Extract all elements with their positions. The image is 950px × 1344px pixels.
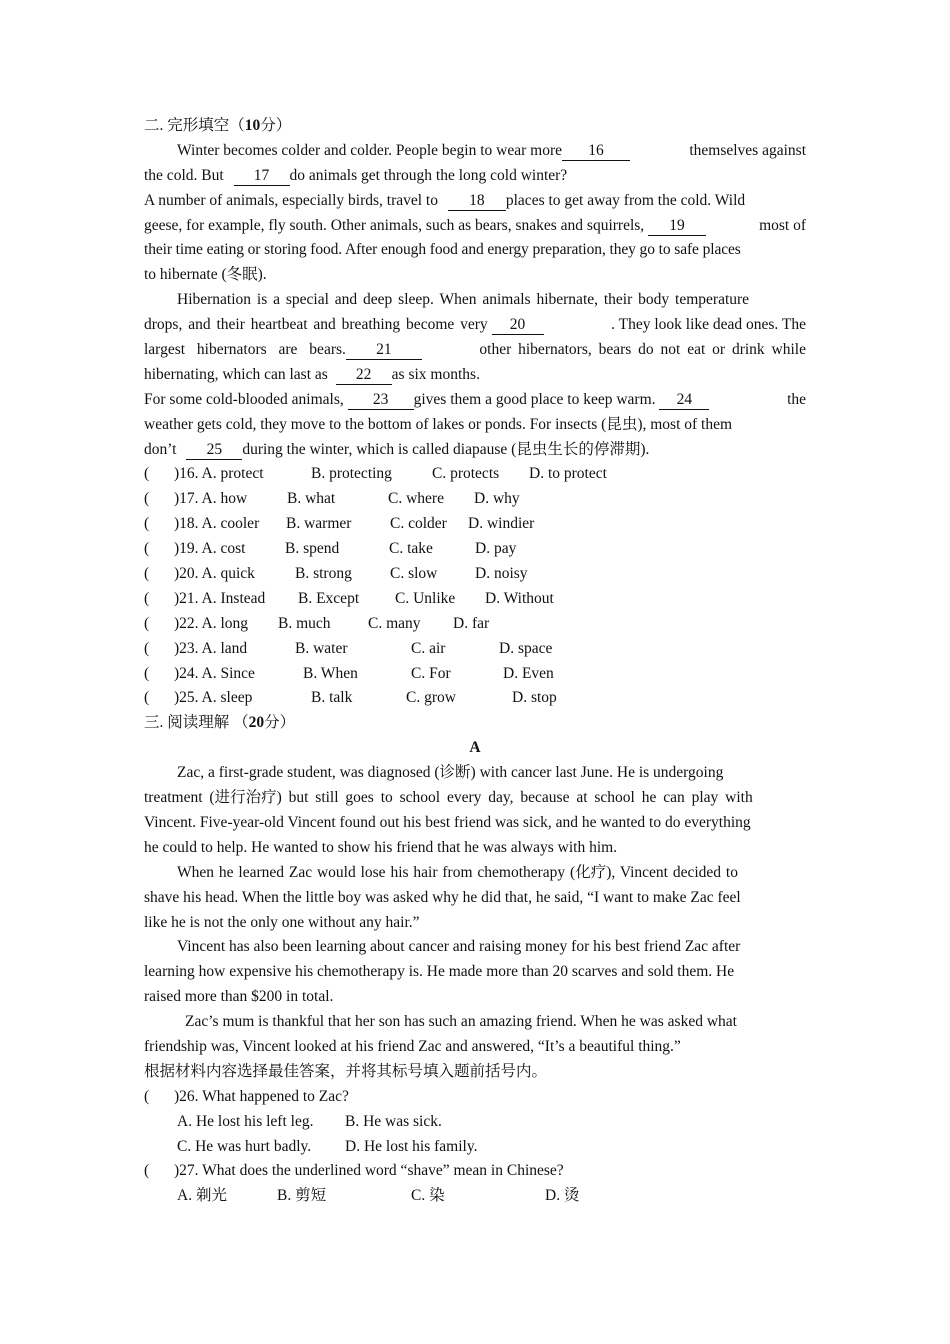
blank-22[interactable]: 22 — [336, 366, 392, 385]
option-a: )22. A. long — [174, 614, 249, 632]
cloze-line — [144, 338, 806, 363]
option-b: B. talk — [311, 689, 353, 707]
option-d: D. windier — [468, 515, 535, 533]
option-a: )19. A. cost — [174, 540, 246, 558]
section-score: 20 — [248, 714, 265, 732]
section-number: 二. — [144, 117, 164, 134]
option-a: A. 剃光 — [177, 1187, 227, 1205]
section-score: 10 — [244, 117, 261, 134]
reading-heading — [144, 711, 806, 736]
option-d: D. space — [499, 639, 553, 657]
cloze-line — [144, 139, 806, 164]
cloze-question-row — [144, 587, 806, 612]
cloze-line — [144, 288, 806, 313]
option-c: C. air — [411, 639, 446, 657]
text-run: For some cold-blooded animals, — [144, 390, 344, 408]
answer-paren[interactable]: ( — [144, 515, 150, 533]
text-run: geese, for example, fly south. Other animals, such as bears, snakes and squirrels, — [144, 216, 645, 234]
option-b: B. much — [278, 614, 331, 632]
question-26-options — [144, 1110, 806, 1135]
blank-19[interactable]: 19 — [648, 217, 706, 236]
cloze-question-row — [144, 662, 806, 687]
reading-line: treatment (进行治疗) but still goes to school every day, because at school he can play with — [144, 789, 753, 807]
option-d: D. why — [474, 490, 520, 508]
option-c: C. colder — [390, 515, 447, 533]
option-d: D. Even — [503, 664, 554, 682]
answer-paren[interactable]: ( — [144, 1087, 150, 1105]
option-c: C. many — [368, 614, 421, 632]
cloze-line: their time eating or storing food. After enough food and energy preparation, they go to safe places — [144, 241, 741, 259]
text-run: drops, and their heartbeat and breathing become very — [144, 316, 488, 334]
blank-24[interactable]: 24 — [659, 391, 709, 410]
blank-25[interactable]: 25 — [186, 441, 242, 460]
cloze-line — [144, 313, 806, 338]
option-b: B. He was sick. — [345, 1112, 442, 1130]
option-d: D. to protect — [529, 465, 607, 483]
passage-label: A — [469, 739, 481, 757]
text-run: gives them a good place to keep warm. — [413, 390, 656, 408]
answer-paren[interactable]: ( — [144, 565, 150, 583]
cloze-question-row — [144, 562, 806, 587]
text-run: the — [787, 390, 806, 408]
question-26 — [144, 1085, 806, 1110]
blank-20[interactable]: 20 — [492, 316, 544, 335]
option-a: )25. A. sleep — [174, 689, 253, 707]
text-run: as six months. — [391, 365, 480, 383]
section-title: 阅读理解 （ — [167, 714, 249, 732]
option-a: )21. A. Instead — [174, 589, 266, 607]
reading-instruction: 根据材料内容选择最佳答案，并将其标号填入题前括号内。 — [144, 1062, 548, 1080]
option-d: D. far — [453, 614, 490, 632]
cloze-line — [144, 164, 806, 189]
option-d: D. 烫 — [545, 1187, 580, 1205]
cloze-question-list — [144, 462, 806, 711]
answer-paren[interactable]: ( — [144, 589, 150, 607]
option-a: A. He lost his left leg. — [177, 1112, 314, 1130]
answer-paren[interactable]: ( — [144, 639, 150, 657]
text-run: largest hibernators are bears. — [144, 341, 346, 359]
text-run: Winter becomes colder and colder. People begin to wear more — [177, 141, 563, 159]
option-c: C. He was hurt badly. — [177, 1137, 312, 1155]
option-c: C. where — [388, 490, 444, 508]
option-b: B. strong — [295, 565, 352, 583]
option-a: )20. A. quick — [174, 565, 255, 583]
text-run: places to get away from the cold. Wild — [505, 191, 746, 209]
cloze-line — [144, 214, 806, 239]
option-c: C. slow — [390, 565, 438, 583]
text-run: other hibernators, bears do not eat or drink while — [479, 341, 806, 359]
section-title: 完形填空（ — [167, 117, 245, 134]
option-d: D. stop — [512, 689, 557, 707]
option-c: C. protects — [432, 465, 500, 483]
cloze-question-row — [144, 612, 806, 637]
cloze-question-row — [144, 512, 806, 537]
cloze-question-row — [144, 462, 806, 487]
option-c: C. grow — [406, 689, 456, 707]
question-26-options — [144, 1135, 806, 1160]
option-b: B. protecting — [311, 465, 392, 483]
cloze-heading — [144, 114, 806, 139]
text-run: during the winter, which is called diapause (昆虫生长的停滞期). — [242, 440, 650, 458]
cloze-line: to hibernate (冬眠). — [144, 266, 267, 284]
text-run: don’t — [144, 440, 177, 458]
answer-paren[interactable]: ( — [144, 490, 150, 508]
question-27 — [144, 1159, 806, 1184]
question-text: )26. What happened to Zac? — [174, 1087, 349, 1105]
option-c: C. For — [411, 664, 451, 682]
question-text: )27. What does the underlined word “shave” mean in Chinese? — [174, 1162, 564, 1180]
option-b: B. 剪短 — [277, 1187, 327, 1205]
reading-line: shave his head. When the little boy was asked why he did that, he said, “I want to make Zac feel — [144, 888, 741, 906]
option-c: C. take — [389, 540, 433, 558]
text-run: hibernating, which can last as — [144, 365, 328, 383]
option-b: B. what — [287, 490, 336, 508]
text-run: themselves against — [689, 141, 806, 159]
option-d: D. pay — [475, 540, 517, 558]
blank-17[interactable]: 17 — [234, 167, 290, 186]
blank-16[interactable]: 16 — [562, 142, 630, 161]
reading-line: he could to help. He wanted to show his friend that he was always with him. — [144, 838, 618, 856]
cloze-line — [144, 189, 806, 214]
text-run: Hibernation is a special and deep sleep. When animals hibernate, their body temperature — [177, 291, 750, 309]
option-d: D. He lost his family. — [345, 1137, 478, 1155]
cloze-line — [144, 388, 806, 413]
text-run: most of — [759, 216, 806, 234]
reading-line: Vincent. Five-year-old Vincent found out his best friend was sick, and he wanted to do everything — [144, 813, 751, 831]
answer-paren[interactable]: ( — [144, 540, 150, 558]
section-score-unit: 分） — [260, 117, 292, 134]
cloze-line: weather gets cold, they move to the bottom of lakes or ponds. For insects (昆虫), most of them — [144, 415, 733, 433]
reading-line: Zac, a first-grade student, was diagnosed (诊断) with cancer last June. He is undergoing — [177, 764, 724, 782]
section-score-unit: 分） — [264, 714, 296, 732]
reading-line: raised more than $200 in total. — [144, 988, 334, 1006]
option-c: C. 染 — [411, 1187, 445, 1205]
reading-line: Zac’s mum is thankful that her son has such an amazing friend. When he was asked what — [185, 1013, 737, 1031]
option-b: B. Except — [298, 589, 360, 607]
option-d: D. Without — [485, 589, 554, 607]
option-d: D. noisy — [475, 565, 528, 583]
option-c: C. Unlike — [395, 589, 456, 607]
reading-line: Vincent has also been learning about cancer and raising money for his best friend Zac after — [177, 938, 741, 956]
blank-23[interactable]: 23 — [348, 391, 414, 410]
option-a: )16. A. protect — [174, 465, 264, 483]
text-run: do animals get through the long cold winter? — [289, 166, 568, 184]
answer-paren[interactable]: ( — [144, 614, 150, 632]
text-run: the cold. But — [144, 166, 224, 184]
cloze-question-row — [144, 537, 806, 562]
answer-paren[interactable]: ( — [144, 664, 150, 682]
cloze-line — [144, 363, 806, 388]
cloze-question-row — [144, 637, 806, 662]
blank-18[interactable]: 18 — [448, 192, 506, 211]
cloze-question-row — [144, 487, 806, 512]
answer-paren[interactable]: ( — [144, 465, 150, 483]
blank-21[interactable]: 21 — [346, 341, 422, 360]
section-number: 三. — [144, 714, 164, 732]
question-27-options — [144, 1184, 806, 1209]
reading-line: When he learned Zac would lose his hair from chemotherapy (化疗), Vincent decided to — [177, 863, 738, 881]
reading-line: like he is not the only one without any hair.” — [144, 913, 420, 931]
reading-line: friendship was, Vincent looked at his friend Zac and answered, “It’s a beautiful thing.” — [144, 1037, 681, 1055]
reading-line: learning how expensive his chemotherapy is. He made more than 20 scarves and sold them. He — [144, 963, 735, 981]
option-a: )23. A. land — [174, 639, 248, 657]
text-run: A number of animals, especially birds, travel to — [144, 191, 438, 209]
option-b: B. spend — [285, 540, 340, 558]
option-b: B. water — [295, 639, 348, 657]
exam-page — [144, 114, 806, 1209]
text-run: . They look like dead ones. The — [611, 316, 806, 334]
option-b: B. When — [303, 664, 358, 682]
answer-paren[interactable]: ( — [144, 1162, 150, 1180]
option-b: B. warmer — [286, 515, 352, 533]
answer-paren[interactable]: ( — [144, 689, 150, 707]
option-a: )17. A. how — [174, 490, 248, 508]
option-a: )24. A. Since — [174, 664, 255, 682]
cloze-line — [144, 438, 806, 463]
option-a: )18. A. cooler — [174, 515, 260, 533]
cloze-question-row — [144, 686, 806, 711]
